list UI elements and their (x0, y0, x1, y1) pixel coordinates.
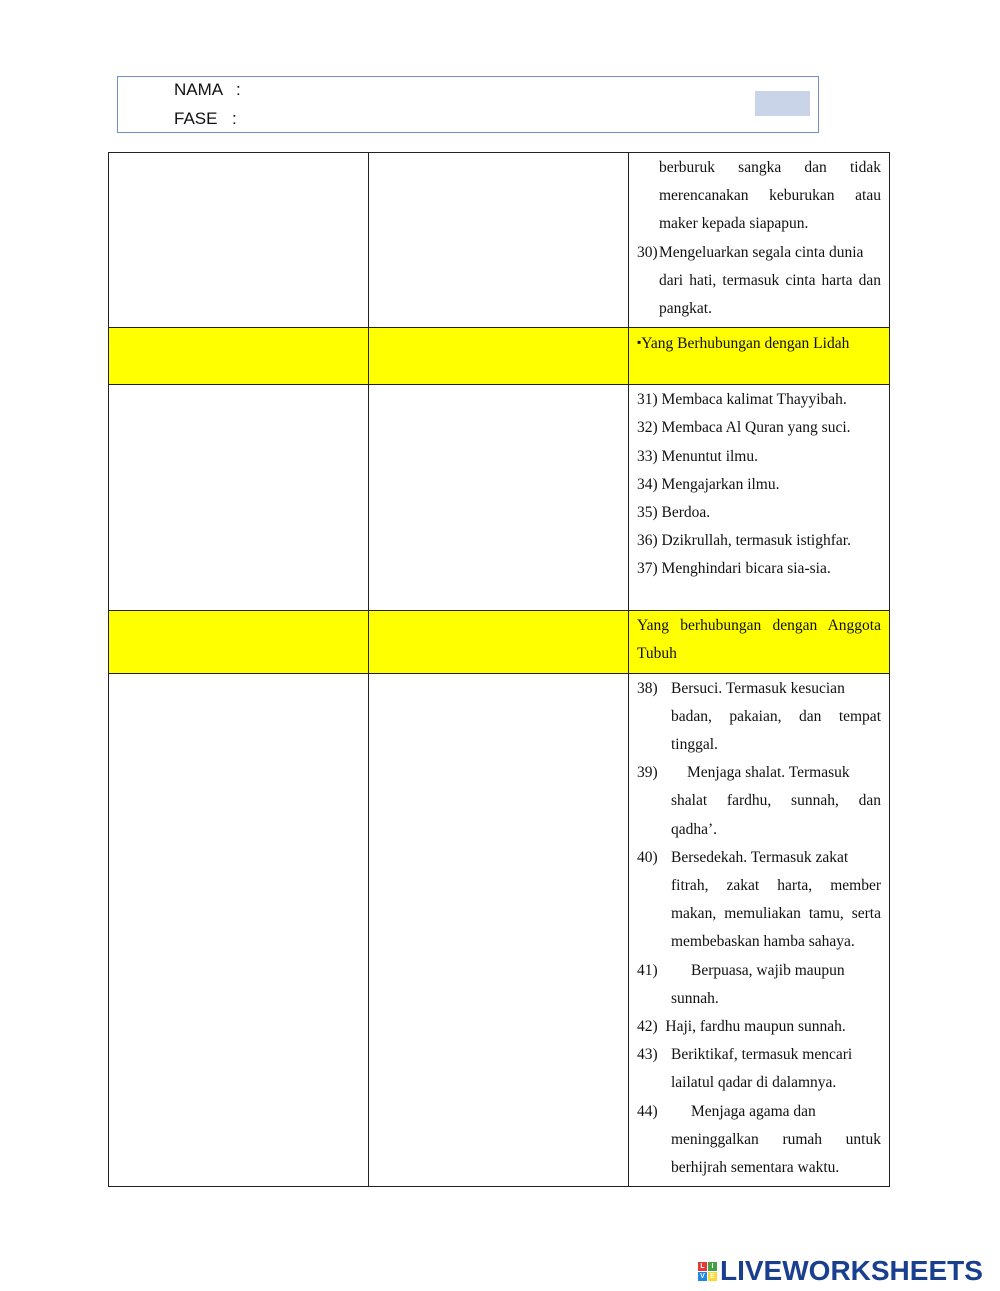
list-item (637, 1013, 881, 1041)
list-item (637, 957, 881, 985)
table-cell (629, 153, 890, 328)
list-item-continuation: meninggalkan rumah untuk berhijrah sementara waktu. (671, 1130, 881, 1177)
item-number: 42) (637, 1018, 658, 1036)
item-text: Haji, fardhu maupun sunnah. (665, 1018, 846, 1036)
item-text: Bersedekah. Termasuk zakat (671, 848, 849, 866)
table-cell (369, 673, 629, 1187)
table-cell (369, 328, 629, 385)
item-number: 36) (637, 532, 658, 550)
table-cell (629, 385, 890, 611)
item-text: Membaca Al Quran yang suci. (661, 419, 851, 437)
item-text: Menjaga agama dan (691, 1102, 816, 1120)
list-item (637, 759, 881, 787)
nama-colon: : (236, 80, 241, 99)
fase-label: FASE (174, 109, 218, 128)
item-number: 41) (637, 961, 658, 979)
logo-letter: I (708, 1262, 717, 1271)
list-item-continuation: shalat fardhu, sunnah, dan qadha’. (671, 792, 881, 838)
section-row-lidah (109, 328, 890, 385)
list-item-continuation: berburuk sangka dan tidak merencanakan keburukan atau maker kepada siapapun. (659, 159, 881, 233)
section-title-anggota: Yang berhubungan dengan Anggota Tubuh (637, 617, 881, 663)
list-item (637, 499, 881, 527)
table-cell (629, 611, 890, 673)
item-text: Berpuasa, wajib maupun (691, 961, 845, 979)
item-number: 44) (637, 1102, 658, 1120)
table-cell (369, 385, 629, 611)
list-item (637, 1041, 881, 1069)
item-text: Dzikrullah, termasuk istighfar. (661, 532, 851, 550)
liveworksheets-logo (698, 1256, 983, 1286)
table-row (109, 385, 890, 611)
list-item (637, 844, 881, 872)
item-text: Mengeluarkan segala cinta dunia (659, 243, 864, 261)
item-number: 31) (637, 391, 658, 409)
table-row (109, 153, 890, 328)
list-item-continuation: fitrah, zakat harta, member makan, memuliakan tamu, serta membebaskan hamba sahaya. (671, 877, 881, 951)
table-cell (369, 153, 629, 328)
logo-letter: V (698, 1272, 707, 1281)
list-item-continuation: badan, pakaian, dan tempat tinggal. (671, 707, 881, 754)
section-row-anggota (109, 611, 890, 673)
list-item (637, 555, 881, 583)
item-number: 38) (637, 679, 658, 697)
item-text: Menuntut ilmu. (661, 447, 758, 465)
fase-colon: : (232, 109, 237, 128)
list-item (637, 414, 881, 442)
item-number: 33) (637, 447, 658, 465)
section-title-lidah (629, 328, 889, 360)
item-number: 37) (637, 560, 658, 578)
table-cell (109, 673, 369, 1187)
item-number: 39) (637, 764, 658, 782)
list-item (637, 239, 881, 267)
item-number: 32) (637, 419, 658, 437)
nama-line (174, 80, 241, 100)
logo-text: LIVEWORKSHEETS (720, 1255, 983, 1286)
item-text: Beriktikaf, termasuk mencari (671, 1046, 853, 1064)
logo-letter: L (698, 1262, 707, 1271)
list-item-continuation: dari hati, termasuk cinta harta dan pangkat. (659, 271, 881, 318)
item-text: Bersuci. Termasuk kesucian (671, 679, 845, 697)
table-cell (109, 611, 369, 673)
table-cell (369, 611, 629, 673)
answer-input[interactable] (755, 91, 810, 116)
logo-letter: E (708, 1272, 717, 1281)
item-text: Membaca kalimat Thayyibah. (661, 391, 847, 409)
table-cell (109, 153, 369, 328)
content-table (108, 152, 890, 1187)
item-number: 34) (637, 475, 658, 493)
list-item (637, 386, 881, 414)
section-title-text: Yang Berhubungan dengan Lidah (641, 335, 850, 353)
bullet-icon: ▪ (637, 335, 642, 350)
list-item-continuation: lailatul qadar di dalamnya. (671, 1074, 837, 1092)
item-text: Menjaga shalat. Termasuk (687, 764, 850, 782)
student-info-box (117, 76, 819, 133)
item-text: Menghindari bicara sia-sia. (661, 560, 831, 578)
list-item (637, 471, 881, 499)
liveworksheets-icon (698, 1262, 717, 1281)
item-number: 43) (637, 1046, 658, 1064)
table-cell (629, 328, 890, 385)
table-row (109, 673, 890, 1187)
item-text: Berdoa. (661, 504, 711, 522)
item-number: 30) (637, 243, 658, 261)
item-text: Mengajarkan ilmu. (661, 475, 780, 493)
list-item (637, 675, 881, 703)
table-cell (629, 673, 890, 1187)
nama-label: NAMA (174, 80, 224, 99)
table-cell (109, 385, 369, 611)
list-item (637, 443, 881, 471)
list-item-continuation: sunnah. (671, 989, 719, 1007)
fase-line (174, 109, 237, 129)
item-number: 35) (637, 504, 658, 522)
item-number: 40) (637, 848, 658, 866)
table-cell (109, 328, 369, 385)
list-item (637, 1098, 881, 1126)
list-item (637, 527, 881, 555)
